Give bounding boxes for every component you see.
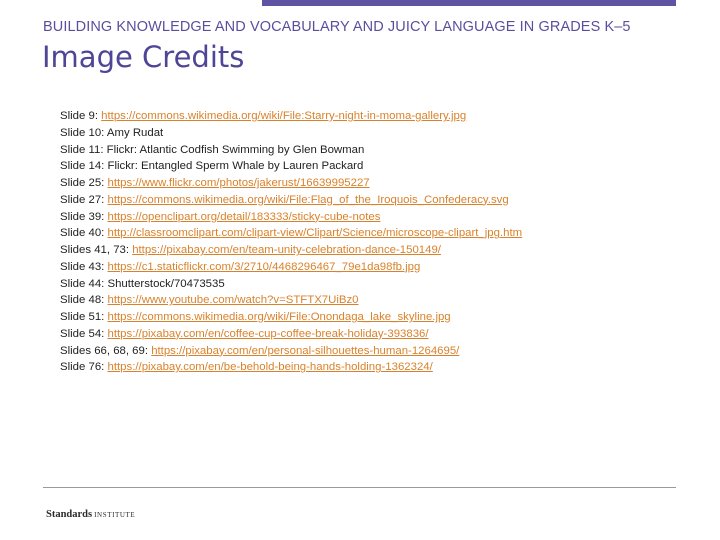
credit-link[interactable]: https://c1.staticflickr.com/3/2710/4468296467_79e1da98fb.jpg	[107, 260, 421, 273]
credit-slide-label: Slide 54:	[60, 327, 108, 340]
credit-slide-label: Slide 40:	[60, 227, 108, 240]
credit-slide-label: Slide 76:	[60, 361, 108, 374]
credit-link[interactable]: https://www.flickr.com/photos/jakerust/16639995227	[107, 177, 370, 189]
credit-slide-label: Slide 11:	[60, 143, 107, 156]
logo-subtitle: INSTITUTE	[94, 511, 136, 519]
credit-slide-label: Slide 27:	[60, 193, 108, 206]
credit-slide-label: Slide 51:	[60, 311, 108, 323]
credit-source-text: Flickr: Atlantic Codfish Swimming by Glen Bowman	[106, 143, 365, 156]
credit-item	[60, 108, 522, 125]
page-title: Image Credits	[42, 40, 245, 74]
credit-link[interactable]: https://pixabay.com/en/be-behold-being-hands-holding-1362324/	[107, 361, 433, 374]
credit-link[interactable]: https://commons.wikimedia.org/wiki/File:Onondaga_lake_skyline.jpg	[107, 311, 451, 323]
credit-link[interactable]: https://pixabay.com/en/team-unity-celebration-dance-150149/	[132, 244, 441, 256]
credit-item	[60, 276, 522, 293]
credit-item	[60, 359, 522, 376]
credit-link[interactable]: https://pixabay.com/en/coffee-cup-coffee-break-holiday-393836/	[107, 327, 429, 340]
credit-item	[60, 192, 522, 209]
credit-slide-label: Slide 10:	[60, 126, 107, 139]
credit-source-text: Amy Rudat	[106, 126, 164, 139]
credit-item	[60, 326, 522, 343]
credit-item	[60, 292, 522, 309]
standards-institute-logo	[46, 504, 135, 522]
credit-item	[60, 158, 522, 175]
credit-slide-label: Slides 66, 68, 69:	[60, 344, 152, 357]
credit-slide-label: Slide 48:	[60, 294, 108, 307]
credit-link[interactable]: https://www.youtube.com/watch?v=STFTX7UiBz0	[107, 294, 359, 307]
credit-slide-label: Slide 25:	[60, 177, 108, 189]
top-accent-bar	[262, 0, 676, 6]
credit-link[interactable]: https://commons.wikimedia.org/wiki/File:Starry-night-in-moma-gallery.jpg	[101, 110, 467, 122]
credit-link[interactable]: https://pixabay.com/en/personal-silhouettes-human-1264695/	[151, 344, 460, 357]
credit-item	[60, 225, 522, 242]
credit-source-text: Flickr: Entangled Sperm Whale by Lauren Packard	[107, 160, 364, 173]
running-header: BUILDING KNOWLEDGE AND VOCABULARY AND JUICY LANGUAGE IN GRADES K–5	[43, 19, 631, 35]
credit-item	[60, 142, 522, 159]
credit-item	[60, 343, 522, 360]
credit-slide-label: Slide 43:	[60, 260, 108, 273]
credit-slide-label: Slide 9:	[60, 110, 102, 122]
credit-source-text: Shutterstock/70473535	[107, 277, 225, 290]
credit-item	[60, 125, 522, 142]
credit-slide-label: Slide 39:	[60, 210, 108, 223]
credit-link[interactable]: http://classroomclipart.com/clipart-view/Clipart/Science/microscope-clipart_jpg.htm	[107, 227, 523, 240]
credits-list	[60, 108, 522, 376]
credit-link[interactable]: https://openclipart.org/detail/183333/sticky-cube-notes	[107, 210, 381, 223]
credit-item	[60, 259, 522, 276]
credit-item	[60, 242, 522, 259]
credit-item	[60, 309, 522, 326]
footer-divider	[43, 487, 676, 488]
credit-slide-label: Slide 14:	[60, 160, 108, 173]
credit-link[interactable]: https://commons.wikimedia.org/wiki/File:Flag_of_the_Iroquois_Confederacy.svg	[107, 193, 509, 206]
credit-slide-label: Slides 41, 73:	[60, 244, 133, 256]
credit-item	[60, 175, 522, 192]
logo-wordmark: Standards	[46, 509, 93, 520]
credit-slide-label: Slide 44:	[60, 277, 108, 290]
credit-item	[60, 209, 522, 226]
